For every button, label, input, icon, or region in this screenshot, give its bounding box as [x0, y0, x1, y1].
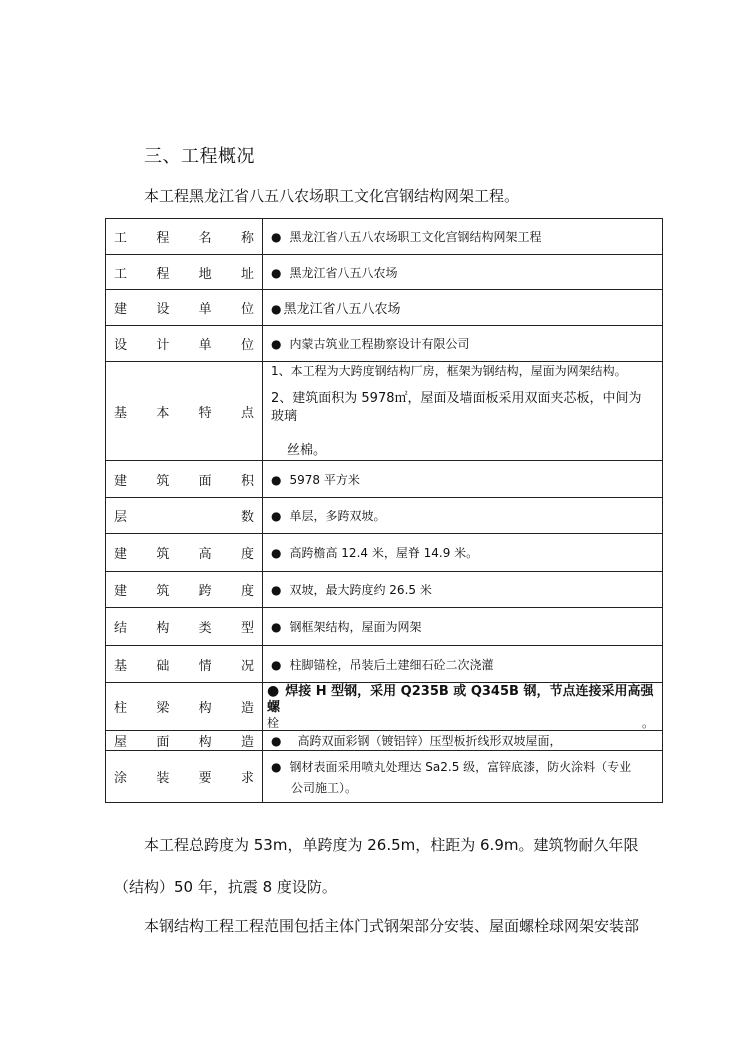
row-value [263, 534, 663, 572]
feature-line-2: 2、建筑面积为 5978㎡，屋面及墙面板采用双面夹芯板，中间为玻璃 [271, 391, 642, 424]
project-name-value: 黑龙江省八五八农场职工文化宫钢结构网架工程 [289, 230, 542, 244]
intro-text: 本工程黑龙江省八五八农场职工文化宫钢结构网架工程。 [144, 187, 520, 205]
project-address-value: 黑龙江省八五八农场 [289, 265, 398, 280]
row-value [263, 572, 663, 608]
table-row [106, 646, 663, 683]
table-row [106, 498, 663, 534]
row-label: 屋 面 构 造 [106, 731, 263, 751]
foundation-value: 柱脚锚栓，吊装后土建细石砼二次浇灌 [289, 657, 494, 672]
table-row [106, 362, 663, 461]
feature-line-1: 1、本工程为大跨度钢结构厂房，框架为钢结构，屋面为网架结构。 [271, 364, 627, 378]
row-value [263, 290, 663, 326]
paragraph-3: 本钢结构工程工程范围包括主体门式钢架部分安装、屋面螺栓球网架安装部 [144, 917, 640, 935]
section-heading: 三、工程概况 [144, 146, 255, 167]
row-label: 建 筑 高 度 [106, 534, 263, 572]
structure-type-value: 钢框架结构，屋面为网架 [289, 620, 422, 634]
roof-construction-value: 高跨双面彩钢（镀铝锌）压型板折线形双坡屋面， [297, 734, 562, 748]
row-label: 建 设 单 位 [106, 290, 263, 326]
bullet-icon: ● [271, 230, 282, 244]
floors-value: 单层，多跨双坡。 [289, 509, 386, 523]
table-row [106, 731, 663, 751]
bullet-icon: ● [271, 583, 282, 597]
paragraph-2: （结构）50 年，抗震 8 度设防。 [114, 878, 337, 896]
row-value [263, 461, 663, 498]
row-value [263, 498, 663, 534]
coating-line-1: ● 钢材表面采用喷丸处理达 Sa2.5 级，富锌底漆，防火涂料（专业 [271, 756, 654, 778]
row-label: 设 计 单 位 [106, 326, 263, 362]
row-label: 柱 梁 构 造 [106, 683, 263, 731]
project-overview-table [105, 218, 663, 803]
bullet-icon: ● [271, 546, 282, 560]
row-label: 涂 装 要 求 [106, 751, 263, 803]
row-label: 建 筑 跨 度 [106, 572, 263, 608]
row-value [263, 608, 663, 646]
paragraph-1: 本工程总跨度为 53m，单跨度为 26.5m，柱距为 6.9m。建筑物耐久年限 [144, 836, 639, 854]
bullet-icon: ● [271, 509, 282, 523]
row-label: 基 础 情 况 [106, 646, 263, 683]
row-value [263, 683, 663, 731]
row-label: 基 本 特 点 [106, 362, 263, 461]
table-row [106, 683, 663, 731]
owner-value: 黑龙江省八五八农场 [283, 302, 401, 317]
column-beam-line-1: ● 焊接 H 型钢，采用 Q235B 或 Q345B 钢，节点连接采用高强螺 [267, 683, 654, 715]
row-value [263, 255, 663, 290]
bullet-icon: ● [271, 472, 282, 487]
row-value [263, 219, 663, 255]
bullet-icon: ● [271, 657, 282, 672]
building-span-value: 双坡，最大跨度约 26.5 米 [289, 583, 432, 597]
bullet-icon: ● [271, 265, 282, 280]
bullet-icon: ● [271, 337, 282, 351]
building-height-value: 高跨檐高 12.4 米，屋脊 14.9 米。 [289, 546, 479, 560]
row-value [263, 646, 663, 683]
bullet-icon: ● [271, 302, 282, 316]
building-area-value: 5978 平方米 [289, 472, 360, 487]
row-label: 层 数 [106, 498, 263, 534]
bullet-icon: ● [267, 683, 280, 699]
table-row [106, 219, 663, 255]
column-beam-line-2: 栓 。 [267, 716, 654, 730]
row-label: 工 程 地 址 [106, 255, 263, 290]
table-row [106, 290, 663, 326]
table-row [106, 461, 663, 498]
table-row [106, 751, 663, 803]
bullet-icon: ● [271, 734, 282, 748]
row-label: 结 构 类 型 [106, 608, 263, 646]
feature-line-3: 丝棉。 [287, 443, 327, 458]
table-row [106, 572, 663, 608]
table-row [106, 534, 663, 572]
bullet-icon: ● [271, 620, 282, 634]
designer-value: 内蒙古筑业工程勘察设计有限公司 [289, 337, 470, 351]
row-label: 工 程 名 称 [106, 219, 263, 255]
row-value [263, 326, 663, 362]
row-label: 建 筑 面 积 [106, 461, 263, 498]
table-row [106, 326, 663, 362]
bullet-icon: ● [271, 759, 282, 774]
row-value [263, 731, 663, 751]
row-value [263, 362, 663, 461]
coating-line-2: 公司施工）。 [291, 780, 358, 795]
table-row [106, 255, 663, 290]
row-value [263, 751, 663, 803]
table-row [106, 608, 663, 646]
